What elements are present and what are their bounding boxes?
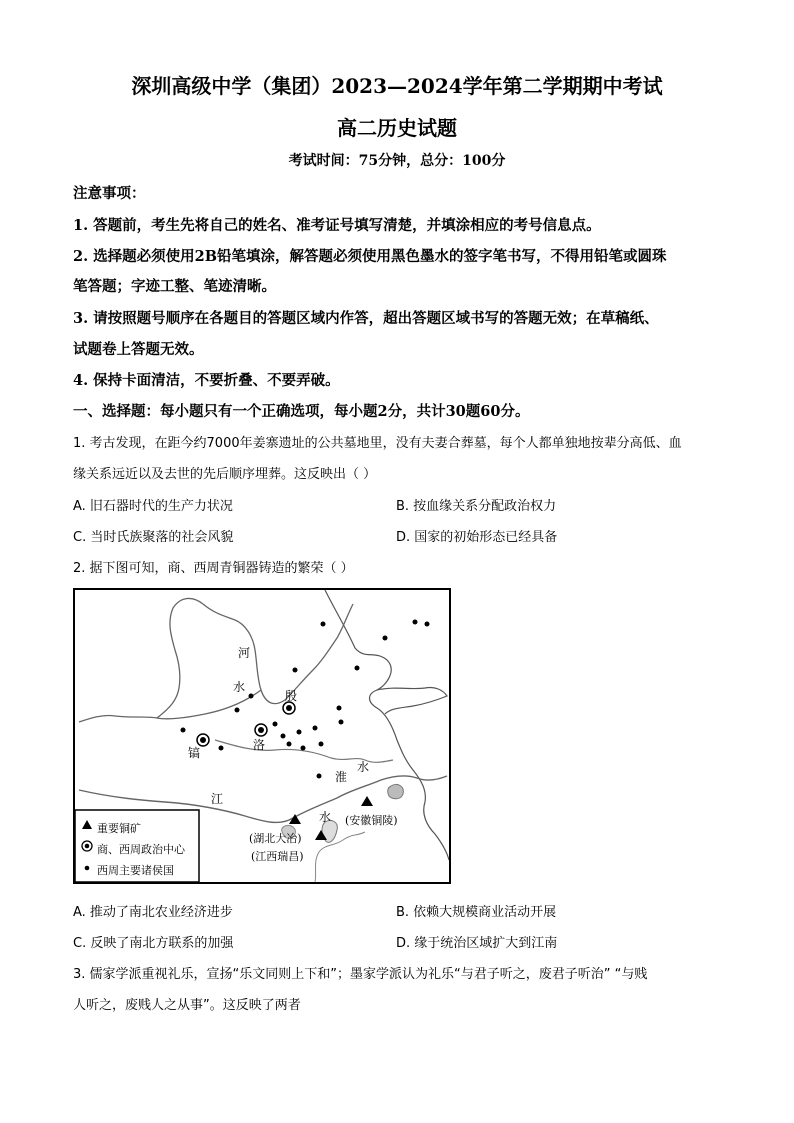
vassal-dot [317,774,322,779]
vassal-states [181,620,430,779]
label-huai: 淮 [335,770,348,784]
vassal-dot [339,720,344,725]
note-item-1: 1. 答题前，考生先将自己的姓名、准考证号填写清楚，并填涂相应的考号信息点。 [73,217,601,234]
yellow-river [157,598,353,718]
label-luo: 洛 [253,738,266,752]
peninsula-outline [377,687,447,714]
political-center-luo [255,724,267,736]
vassal-dot [425,622,430,627]
q2-option-b[interactable]: B. 依赖大规模商业活动开展 [396,905,557,920]
label-hao: 镐 [188,746,201,760]
label-he: 河 [238,646,251,660]
note-item-3-line1: 3. 请按照题号顺序在各题目的答题区域内作答，超出答题区域书写的答题无效；在草稿纸、 [73,310,659,327]
q1-option-d[interactable]: D. 国家的初始形态已经具备 [396,530,558,545]
note-item-3-line2: 试题卷上答题无效。 [73,341,204,358]
vassal-dot [297,730,302,735]
vassal-dot [249,694,254,699]
notes-heading: 注意事项： [73,185,146,202]
vassal-dot [313,726,318,731]
q3-stem-line1: 3. 儒家学派重视礼乐，宣扬“乐文同则上下和”；墨家学派认为礼乐“与君子听之，废君子听治” “与贱 [73,967,648,982]
section-heading: 一、选择题：每小题只有一个正确选项，每小题2分，共计30题60分。 [73,403,530,420]
vassal-dot [301,746,306,751]
q2-option-c[interactable]: C. 反映了南北方联系的加强 [73,936,234,951]
legend-center: 商、西周政治中心 [97,843,185,856]
note-item-2-line2: 笔答题；字迹工整、笔迹清晰。 [73,278,276,295]
copper-mine-anhui [361,796,373,806]
q2-option-d[interactable]: D. 缘于统治区域扩大到江南 [396,936,558,951]
label-anhui: (安徽铜陵) [345,814,398,827]
note-item-4: 4. 保持卡面清洁，不要折叠、不要弄破。 [73,372,340,389]
q1-stem-line1: 1. 考古发现，在距今约7000年姜寨遗址的公共墓地里，没有夫妻合葬墓，每个人都单独地按辈分高低、血 [73,436,682,451]
q3-stem-line2: 人听之，废贱人之从事”。这反映了两者 [73,998,301,1013]
q1-option-b[interactable]: B. 按血缘关系分配政治权力 [396,499,557,514]
label-shui-huai: 水 [357,760,370,774]
exam-info: 考试时间：75分钟，总分：100分 [288,153,506,169]
legend-vassal: 西周主要诸侯国 [97,864,174,877]
q2-option-a[interactable]: A. 推动了南北农业经济进步 [73,905,233,920]
vassal-dot [383,636,388,641]
legend-copper: 重要铜矿 [97,822,141,835]
vassal-dot [319,742,324,747]
legend-dot-icon [85,866,90,871]
note-item-2-line1: 2. 选择题必须使用2B铅笔填涂，解答题必须使用黑色墨水的签字笔书写，不得用铅笔或圆珠 [73,248,667,265]
vassal-dot [355,666,360,671]
exam-title: 深圳高级中学（集团）2023—2024学年第二学期期中考试 [131,74,663,98]
label-jiang: 江 [211,792,224,806]
vassal-dot [337,706,342,711]
label-hubei: (湖北大冶) [249,832,302,845]
exam-subtitle: 高二历史试题 [337,116,457,140]
vassal-dot [273,722,278,727]
q1-stem-line2: 缘关系远近以及去世的先后顺序埋葬。这反映出（ ） [73,467,377,482]
vassal-dot [293,668,298,673]
vassal-dot [413,620,418,625]
label-shui-he: 水 [233,680,246,694]
vassal-dot [281,734,286,739]
q1-option-a[interactable]: A. 旧石器时代的生产力状况 [73,499,233,514]
label-jiangxi: (江西瑞昌) [251,850,304,863]
label-shui-jiang: 水 [319,810,332,824]
vassal-dot [219,746,224,751]
vassal-dot [287,742,292,747]
chao-lake [388,784,404,798]
vassal-dot [181,728,186,733]
q1-option-c[interactable]: C. 当时氏族聚落的社会风貌 [73,530,234,545]
bronze-map [73,588,451,884]
vassal-dot [321,622,326,627]
vassal-dot [235,708,240,713]
q2-stem: 2. 据下图可知，商、西周青铜器铸造的繁荣（ ） [73,561,354,576]
label-yin: 殷 [285,689,298,703]
